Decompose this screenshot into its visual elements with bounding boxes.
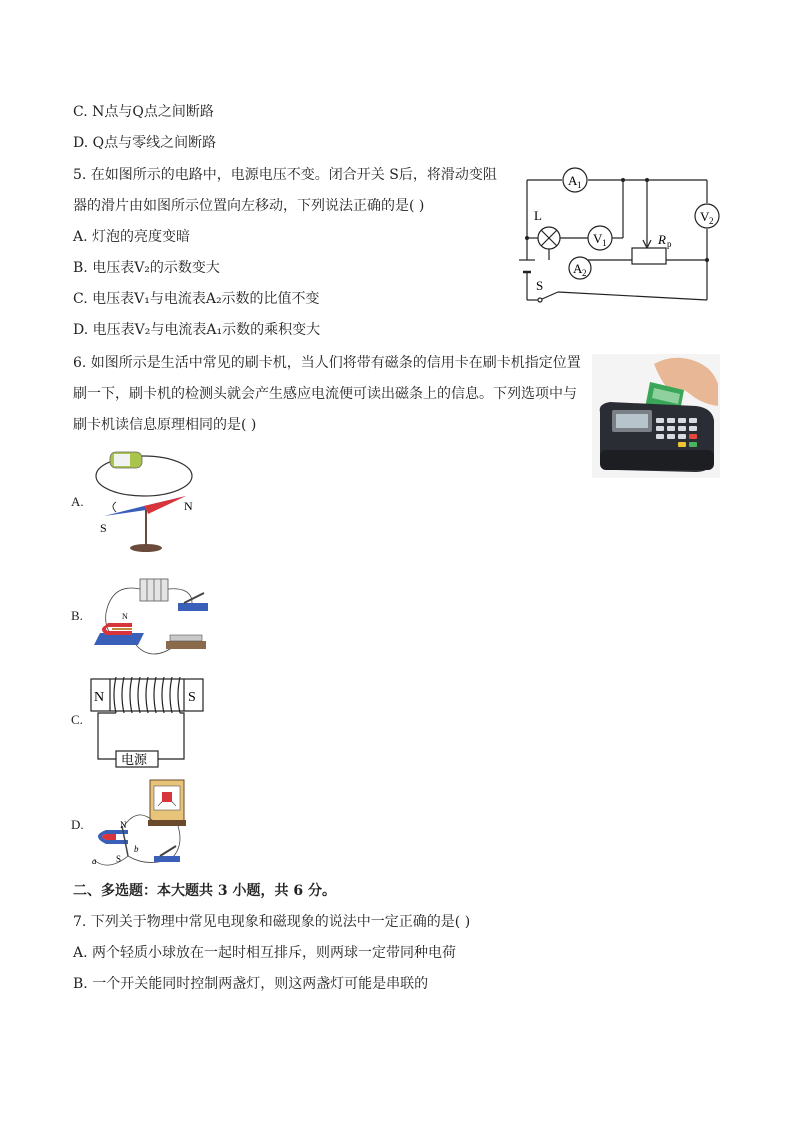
fig-a-s: S — [100, 521, 107, 535]
section-2-heading: 二、多选题：本大题共 3 小题，共 6 分。 — [73, 883, 336, 899]
option-d-prev: D. Q点与零线之间断路 — [73, 135, 217, 151]
q5-option-b: B. 电压表V₂的示数变大 — [73, 260, 220, 276]
rp-label: R — [658, 232, 666, 247]
a1-label: A — [568, 173, 578, 188]
q7-option-b: B. 一个开关能同时控制两盏灯，则这两盏灯可能是串联的 — [73, 976, 429, 992]
q6-option-d-figure — [88, 776, 200, 872]
v2-sub: 2 — [709, 216, 714, 226]
v1-sub: 1 — [602, 238, 607, 248]
q5-option-d: D. 电压表V₂与电流表A₁示数的乘积变大 — [73, 322, 321, 338]
lamp-label: L — [534, 208, 542, 223]
rp-sub: p — [667, 239, 672, 249]
fig-c-s: S — [188, 690, 196, 705]
q6-stem-line1: 6. 如图所示是生活中常见的刷卡机，当人们将带有磁条的信用卡在刷卡机指定位置 — [73, 355, 581, 371]
q7-option-a: A. 两个轻质小球放在一起时相互排斥，则两球一定带同种电荷 — [73, 945, 457, 961]
q6-option-a-figure — [92, 446, 202, 556]
v2-label: V — [700, 209, 710, 224]
a1-sub: 1 — [577, 180, 582, 190]
fig-d-a: a — [92, 856, 97, 866]
a2-sub: 2 — [582, 268, 587, 278]
fig-d-s: S — [116, 854, 122, 864]
q6-stem-line3: 刷卡机读信息原理相同的是( ) — [73, 417, 257, 433]
fig-c-n: N — [94, 690, 105, 705]
q6-stem-line2: 刷一下，刷卡机的检测头就会产生感应电流便可读出磁条上的信息。下列选项中与 — [73, 386, 577, 402]
fig-c-source: 电源 — [121, 752, 148, 767]
fig-b-n: N — [122, 612, 128, 621]
q5-option-c: C. 电压表V₁与电流表A₂示数的比值不变 — [73, 291, 320, 307]
q6-option-c-figure — [88, 675, 206, 771]
v1-label: V — [593, 231, 603, 246]
card-reader-image — [592, 354, 720, 478]
switch-label: S — [536, 278, 544, 293]
q6-option-b-figure — [92, 573, 214, 659]
fig-d-b: b — [134, 844, 139, 854]
q5-circuit-diagram — [510, 160, 725, 310]
a2-label: A — [573, 261, 583, 276]
q6-option-a-label: A. — [71, 494, 84, 509]
q5-stem-line1: 5. 在如图所示的电路中，电源电压不变。闭合开关 S后，将滑动变阻 — [73, 167, 497, 183]
q6-option-b-label: B. — [71, 608, 83, 623]
fig-a-n: N — [184, 499, 193, 513]
q5-option-a: A. 灯泡的亮度变暗 — [73, 229, 191, 245]
option-c-prev: C. N点与Q点之间断路 — [73, 104, 214, 120]
q7-stem: 7. 下列关于物理中常见电现象和磁现象的说法中一定正确的是( ) — [73, 914, 471, 930]
q6-option-d-label: D. — [71, 817, 84, 832]
q5-stem-line2: 器的滑片由如图所示位置向左移动，下列说法正确的是( ) — [73, 198, 425, 214]
fig-d-n: N — [120, 820, 127, 830]
q6-option-c-label: C. — [71, 712, 83, 727]
